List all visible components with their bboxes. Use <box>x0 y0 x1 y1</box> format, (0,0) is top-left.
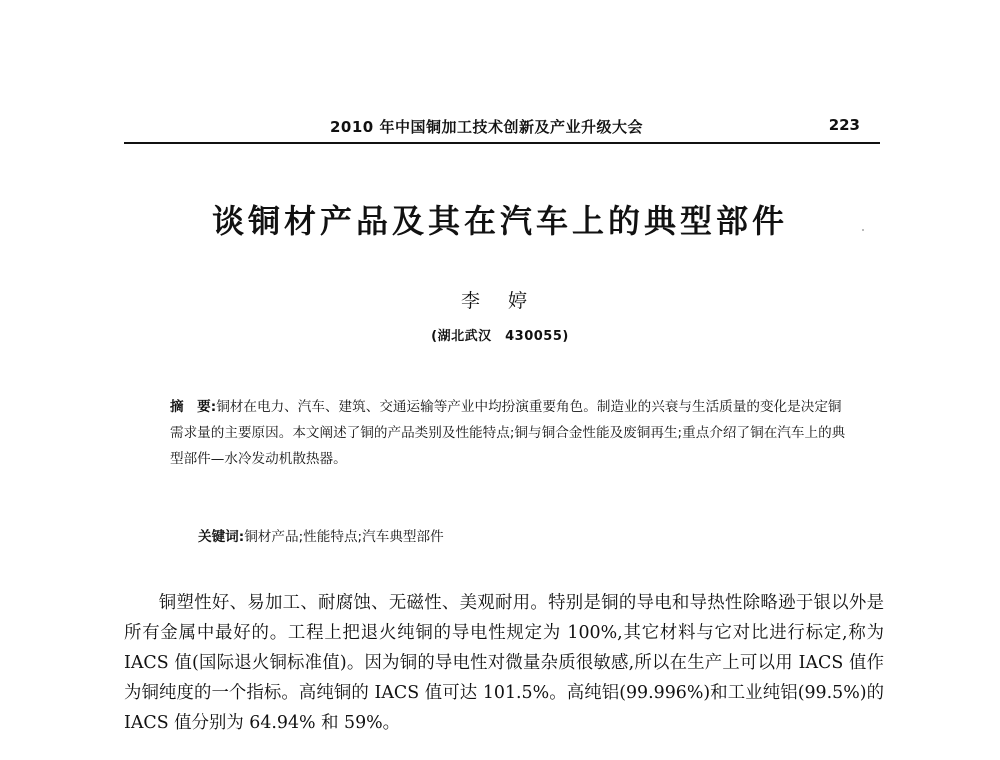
header-rule <box>124 142 880 144</box>
article-title: 谈铜材产品及其在汽车上的典型部件 <box>211 202 788 240</box>
abstract-text: 铜材在电力、汽车、建筑、交通运输等产业中均扮演重要角色。制造业的兴衰与生活质量的变化是决定铜需求量的主要原因。本文阐述了铜的产品类别及性能特点;铜与铜合金性能及废铜再生;重点介绍了铜在汽车上的典型部件—水冷发动机散热器。 <box>170 399 846 467</box>
author-affiliation: (湖北武汉 430055) <box>431 329 569 344</box>
keywords-label: 关键词: <box>198 529 245 545</box>
conference-title: 2010 年中国铜加工技术创新及产业升级大会 <box>330 118 643 136</box>
body-text <box>124 588 884 738</box>
running-header <box>124 112 880 142</box>
keywords-text: 铜材产品;性能特点;汽车典型部件 <box>244 529 444 545</box>
keywords <box>198 526 848 548</box>
abstract-label: 摘 要: <box>170 399 217 415</box>
body-paragraph: 铜塑性好、易加工、耐腐蚀、无磁性、美观耐用。特别是铜的导电和导热性除略逊于银以外是所有金属中最好的。工程上把退火纯铜的导电性规定为 100%,其它材料与它对比进行标定,称为 IACS 值(国际退火铜标准值)。因为铜的导电性对微量杂质很敏感,所以在生产上可以用 IACS 值作为铜纯度的一个指标。高纯铜的 IACS 值可达 101.5%。高纯铝(99.996%)和工业纯铝(99.5%)的 IACS 值分别为 64.94% 和 59%。 <box>124 593 884 733</box>
abstract <box>170 394 850 472</box>
page-number: 223 <box>828 116 860 134</box>
author-name: 李婷 <box>460 290 555 312</box>
